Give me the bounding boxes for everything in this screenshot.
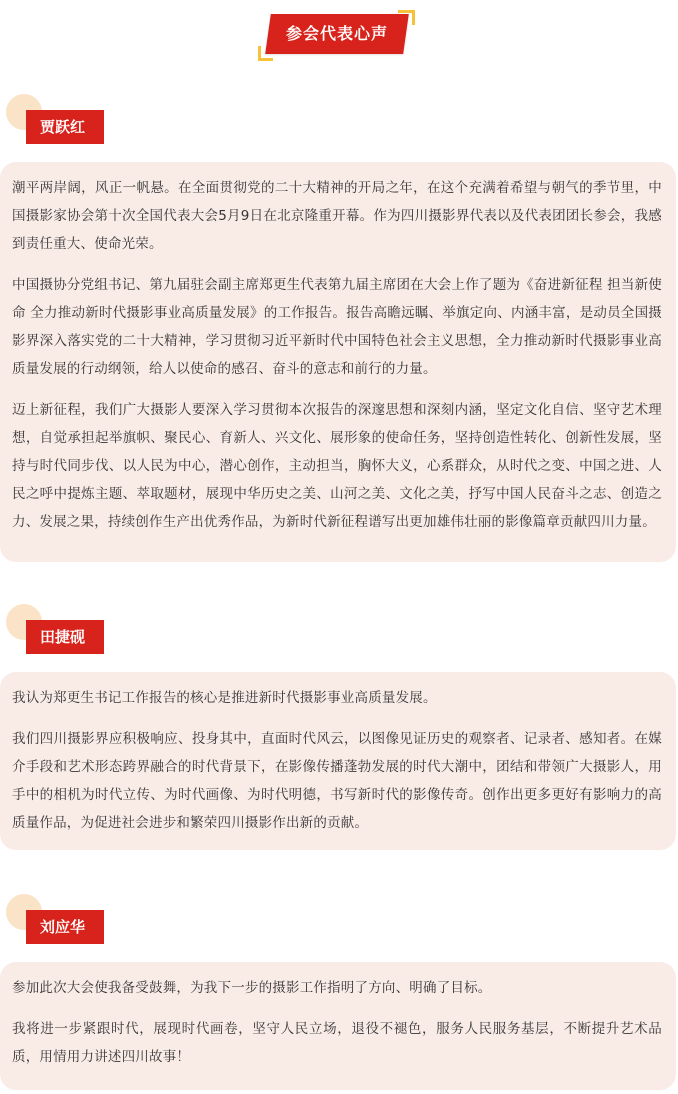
page-title: 参会代表心声 [285, 24, 388, 43]
speaker-section [0, 94, 678, 564]
speech-card [0, 962, 676, 1090]
header-banner [0, 0, 678, 70]
speaker-section [0, 894, 678, 1092]
speaker-name-tag [0, 604, 110, 664]
speaker-name-tag [0, 94, 110, 154]
speech-card [0, 672, 676, 850]
speaker-section [0, 604, 678, 854]
speech-paragraph: 参加此次大会使我备受鼓舞，为我下一步的摄影工作指明了方向、明确了目标。 [12, 980, 492, 996]
speech-paragraph: 迈上新征程，我们广大摄影人要深入学习贯彻本次报告的深邃思想和深刻内涵，坚定文化自信、坚守艺术理想，自觉承担起举旗帜、聚民心、育新人、兴文化、展形象的使命任务，坚持创造性转化、创新性发展，坚持与时代同步伐、以人民为中心，潜心创作，主动担当，胸怀大义，心系群众，从时代之变、中国之进、人民之呼中提炼主题、萃取题材，展现中华历史之美、山河之美、文化之美，抒写中国人民奋斗之志、创造之力、发展之果，持续创作生产出优秀作品，为新时代新征程谱写出更加雄伟壮丽的影像篇章贡献四川力量。 [12, 402, 662, 530]
speaker-name-tag [0, 894, 110, 954]
speaker-name: 田捷砚 [26, 620, 104, 654]
speech-paragraph: 我们四川摄影界应积极响应、投身其中，直面时代风云，以图像见证历史的观察者、记录者、感知者。在媒介手段和艺术形态跨界融合的时代背景下，在影像传播蓬勃发展的时代大潮中，团结和带领广大摄影人，用手中的相机为时代立传、为时代画像、为时代明德，书写新时代的影像传奇。创作出更多更好有影响力的高质量作品，为促进社会进步和繁荣四川摄影作出新的贡献。 [12, 731, 662, 831]
speech-paragraph: 我将进一步紧跟时代，展现时代画卷，坚守人民立场，退役不褪色，服务人民服务基层，不断提升艺术品质，用情用力讲述四川故事！ [12, 1021, 662, 1065]
speech-paragraph: 中国摄协分党组书记、第九届驻会副主席郑更生代表第九届主席团在大会上作了题为《奋进新征程 担当新使命 全力推动新时代摄影事业高质量发展》的工作报告。报告高瞻远瞩、举旗定向、内涵丰富，是动员全国摄影界深入落实党的二十大精神，学习贯彻习近平新时代中国特色社会主义思想，全力推动新时代摄影事业高质量发展的行动纲领，给人以使命的感召、奋斗的意志和前行的力量。 [12, 277, 662, 377]
speaker-name: 刘应华 [26, 910, 104, 944]
speech-card [0, 162, 676, 562]
speech-paragraph: 潮平两岸阔，风正一帆悬。在全面贯彻党的二十大精神的开局之年，在这个充满着希望与朝气的季节里，中国摄影家协会第十次全国代表大会5月9日在北京隆重开幕。作为四川摄影界代表以及代表团团长参会，我感到责任重大、使命光荣。 [12, 180, 662, 252]
speaker-name: 贾跃红 [26, 110, 104, 144]
speech-paragraph: 我认为郑更生书记工作报告的核心是推进新时代摄影事业高质量发展。 [12, 690, 437, 706]
